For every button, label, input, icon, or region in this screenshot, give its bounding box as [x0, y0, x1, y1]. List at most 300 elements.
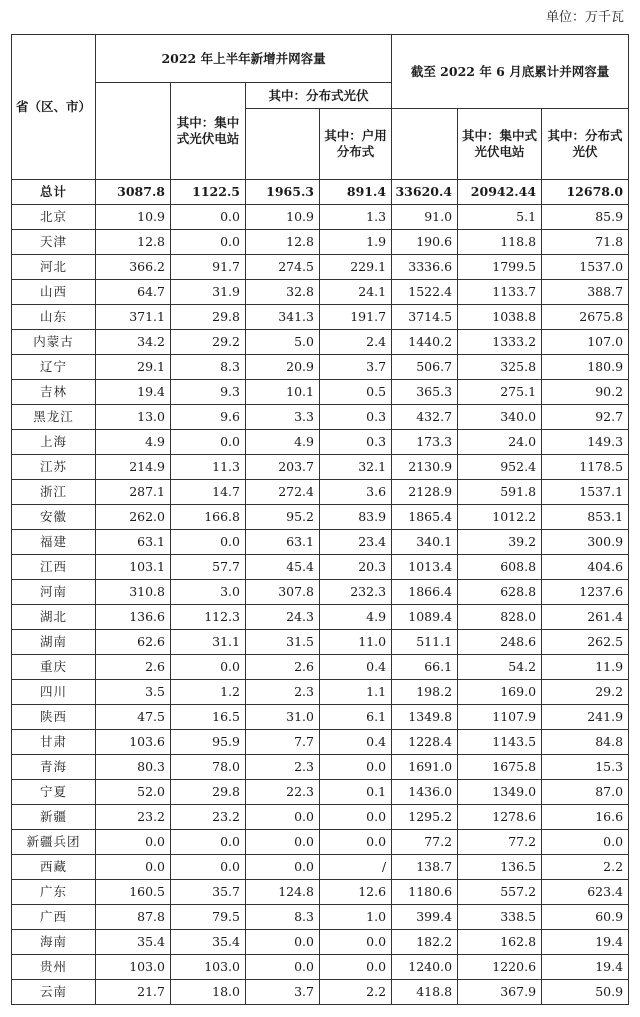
- province-cell: 吉林: [12, 380, 96, 405]
- value-cell: 1333.2: [458, 330, 542, 355]
- value-cell: 29.2: [542, 680, 629, 705]
- value-cell: 92.7: [542, 405, 629, 430]
- value-cell: 1295.2: [392, 805, 458, 830]
- value-cell: 0.0: [320, 830, 392, 855]
- value-cell: 371.1: [96, 305, 171, 330]
- value-cell: 20.3: [320, 555, 392, 580]
- value-cell: 63.1: [246, 530, 320, 555]
- value-cell: 22.3: [246, 780, 320, 805]
- province-cell: 贵州: [12, 955, 96, 980]
- value-cell: 112.3: [171, 605, 246, 630]
- province-cell: 云南: [12, 980, 96, 1005]
- value-cell: 103.1: [96, 555, 171, 580]
- value-cell: 15.3: [542, 755, 629, 780]
- province-cell: 陕西: [12, 705, 96, 730]
- table-row: [12, 505, 629, 530]
- value-cell: 1038.8: [458, 305, 542, 330]
- value-cell: 21.7: [96, 980, 171, 1005]
- value-cell: 2130.9: [392, 455, 458, 480]
- value-cell: 0.0: [246, 930, 320, 955]
- value-cell: 1522.4: [392, 280, 458, 305]
- value-cell: 50.9: [542, 980, 629, 1005]
- header-new-distributed: 其中：分布式光伏: [246, 83, 392, 109]
- province-cell: 重庆: [12, 655, 96, 680]
- table-row: [12, 280, 629, 305]
- header-new-centralized: 其中：集中式光伏电站: [171, 83, 246, 180]
- value-cell: 9.3: [171, 380, 246, 405]
- province-cell: 安徽: [12, 505, 96, 530]
- value-cell: 248.6: [458, 630, 542, 655]
- value-cell: 10.9: [96, 205, 171, 230]
- province-cell: 宁夏: [12, 780, 96, 805]
- value-cell: 262.5: [542, 630, 629, 655]
- value-cell: 628.8: [458, 580, 542, 605]
- value-cell: 0.4: [320, 655, 392, 680]
- value-cell: 0.0: [171, 205, 246, 230]
- value-cell: 5.0: [246, 330, 320, 355]
- value-cell: 32.8: [246, 280, 320, 305]
- province-cell: 北京: [12, 205, 96, 230]
- header-cum-centralized: 其中：集中式光伏电站: [458, 109, 542, 180]
- value-cell: 0.0: [171, 855, 246, 880]
- value-cell: 52.0: [96, 780, 171, 805]
- value-cell: 60.9: [542, 905, 629, 930]
- value-cell: 32.1: [320, 455, 392, 480]
- value-cell: 2.3: [246, 680, 320, 705]
- value-cell: 95.2: [246, 505, 320, 530]
- value-cell: 1537.0: [542, 255, 629, 280]
- value-cell: 1178.5: [542, 455, 629, 480]
- value-cell: 34.2: [96, 330, 171, 355]
- value-cell: 12.8: [246, 230, 320, 255]
- value-cell: 0.3: [320, 430, 392, 455]
- value-cell: 0.0: [320, 805, 392, 830]
- total-cell: 1122.5: [171, 180, 246, 205]
- value-cell: 1675.8: [458, 755, 542, 780]
- province-cell: 辽宁: [12, 355, 96, 380]
- value-cell: 11.9: [542, 655, 629, 680]
- value-cell: 8.3: [171, 355, 246, 380]
- value-cell: 18.0: [171, 980, 246, 1005]
- value-cell: 300.9: [542, 530, 629, 555]
- value-cell: 1.3: [320, 205, 392, 230]
- value-cell: 0.0: [246, 955, 320, 980]
- header-new-distributed-total: [246, 109, 320, 180]
- value-cell: 10.9: [246, 205, 320, 230]
- total-cell: 33620.4: [392, 180, 458, 205]
- value-cell: 1089.4: [392, 605, 458, 630]
- value-cell: 107.0: [542, 330, 629, 355]
- table-row: [12, 580, 629, 605]
- value-cell: 3336.6: [392, 255, 458, 280]
- value-cell: 1349.0: [458, 780, 542, 805]
- table-body: [12, 180, 629, 1005]
- value-cell: 1.0: [320, 905, 392, 930]
- value-cell: 203.7: [246, 455, 320, 480]
- value-cell: 1436.0: [392, 780, 458, 805]
- value-cell: 0.0: [96, 855, 171, 880]
- table-row: [12, 730, 629, 755]
- value-cell: 24.3: [246, 605, 320, 630]
- total-row: [12, 180, 629, 205]
- value-cell: 275.1: [458, 380, 542, 405]
- value-cell: 13.0: [96, 405, 171, 430]
- value-cell: 19.4: [542, 930, 629, 955]
- value-cell: 2.2: [320, 980, 392, 1005]
- value-cell: 310.8: [96, 580, 171, 605]
- province-cell: 河南: [12, 580, 96, 605]
- value-cell: 399.4: [392, 905, 458, 930]
- value-cell: 182.2: [392, 930, 458, 955]
- value-cell: 77.2: [392, 830, 458, 855]
- value-cell: 31.5: [246, 630, 320, 655]
- total-cell: 891.4: [320, 180, 392, 205]
- value-cell: 16.5: [171, 705, 246, 730]
- unit-label: 单位：万千瓦: [545, 10, 624, 25]
- table-row: [12, 205, 629, 230]
- value-cell: 557.2: [458, 880, 542, 905]
- value-cell: 103.6: [96, 730, 171, 755]
- table-row: [12, 555, 629, 580]
- header-cum-total: [392, 109, 458, 180]
- value-cell: 85.9: [542, 205, 629, 230]
- header-group-new: 2022 年上半年新增并网容量: [96, 35, 392, 83]
- value-cell: 261.4: [542, 605, 629, 630]
- value-cell: 20.9: [246, 355, 320, 380]
- value-cell: 29.2: [171, 330, 246, 355]
- table-row: [12, 905, 629, 930]
- value-cell: 0.4: [320, 730, 392, 755]
- value-cell: 91.7: [171, 255, 246, 280]
- table-row: [12, 255, 629, 280]
- value-cell: 307.8: [246, 580, 320, 605]
- value-cell: 0.0: [246, 855, 320, 880]
- value-cell: 0.0: [320, 755, 392, 780]
- province-cell: 湖南: [12, 630, 96, 655]
- value-cell: 103.0: [171, 955, 246, 980]
- value-cell: 180.9: [542, 355, 629, 380]
- value-cell: /: [320, 855, 392, 880]
- value-cell: 404.6: [542, 555, 629, 580]
- value-cell: 1349.8: [392, 705, 458, 730]
- table-row: [12, 855, 629, 880]
- table-row: [12, 780, 629, 805]
- value-cell: 169.0: [458, 680, 542, 705]
- value-cell: 64.7: [96, 280, 171, 305]
- table-row: [12, 680, 629, 705]
- table-row: [12, 705, 629, 730]
- value-cell: 3.6: [320, 480, 392, 505]
- value-cell: 828.0: [458, 605, 542, 630]
- value-cell: 0.0: [542, 830, 629, 855]
- province-cell: 黑龙江: [12, 405, 96, 430]
- value-cell: 853.1: [542, 505, 629, 530]
- value-cell: 31.9: [171, 280, 246, 305]
- value-cell: 87.0: [542, 780, 629, 805]
- header-household: 其中：户用分布式: [320, 109, 392, 180]
- value-cell: 118.8: [458, 230, 542, 255]
- value-cell: 0.0: [171, 430, 246, 455]
- value-cell: 418.8: [392, 980, 458, 1005]
- value-cell: 77.2: [458, 830, 542, 855]
- value-cell: 3714.5: [392, 305, 458, 330]
- value-cell: 1133.7: [458, 280, 542, 305]
- header-new-total: [96, 83, 171, 180]
- value-cell: 149.3: [542, 430, 629, 455]
- value-cell: 84.8: [542, 730, 629, 755]
- value-cell: 388.7: [542, 280, 629, 305]
- value-cell: 57.7: [171, 555, 246, 580]
- value-cell: 591.8: [458, 480, 542, 505]
- value-cell: 23.2: [171, 805, 246, 830]
- value-cell: 214.9: [96, 455, 171, 480]
- value-cell: 16.6: [542, 805, 629, 830]
- value-cell: 90.2: [542, 380, 629, 405]
- table-row: [12, 955, 629, 980]
- value-cell: 0.0: [320, 930, 392, 955]
- header-province: 省（区、市）: [12, 35, 96, 180]
- value-cell: 1691.0: [392, 755, 458, 780]
- value-cell: 198.2: [392, 680, 458, 705]
- value-cell: 2.2: [542, 855, 629, 880]
- value-cell: 1.2: [171, 680, 246, 705]
- province-cell: 西藏: [12, 855, 96, 880]
- value-cell: 511.1: [392, 630, 458, 655]
- value-cell: 1.9: [320, 230, 392, 255]
- value-cell: 160.5: [96, 880, 171, 905]
- value-cell: 10.1: [246, 380, 320, 405]
- value-cell: 0.0: [246, 830, 320, 855]
- table-row: [12, 330, 629, 355]
- value-cell: 4.9: [320, 605, 392, 630]
- table-row: [12, 830, 629, 855]
- province-cell: 湖北: [12, 605, 96, 630]
- province-cell: 内蒙古: [12, 330, 96, 355]
- table-row: [12, 530, 629, 555]
- value-cell: 54.2: [458, 655, 542, 680]
- value-cell: 173.3: [392, 430, 458, 455]
- value-cell: 19.4: [96, 380, 171, 405]
- value-cell: 272.4: [246, 480, 320, 505]
- value-cell: 1012.2: [458, 505, 542, 530]
- value-cell: 91.0: [392, 205, 458, 230]
- value-cell: 608.8: [458, 555, 542, 580]
- value-cell: 325.8: [458, 355, 542, 380]
- value-cell: 3.5: [96, 680, 171, 705]
- value-cell: 6.1: [320, 705, 392, 730]
- value-cell: 31.0: [246, 705, 320, 730]
- value-cell: 95.9: [171, 730, 246, 755]
- value-cell: 138.7: [392, 855, 458, 880]
- value-cell: 12.8: [96, 230, 171, 255]
- value-cell: 341.3: [246, 305, 320, 330]
- province-cell: 天津: [12, 230, 96, 255]
- value-cell: 0.0: [320, 955, 392, 980]
- value-cell: 2.4: [320, 330, 392, 355]
- value-cell: 63.1: [96, 530, 171, 555]
- value-cell: 8.3: [246, 905, 320, 930]
- value-cell: 2128.9: [392, 480, 458, 505]
- value-cell: 136.6: [96, 605, 171, 630]
- table-row: [12, 980, 629, 1005]
- table-row: [12, 480, 629, 505]
- value-cell: 71.8: [542, 230, 629, 255]
- table-row: [12, 430, 629, 455]
- value-cell: 78.0: [171, 755, 246, 780]
- value-cell: 35.4: [96, 930, 171, 955]
- value-cell: 1866.4: [392, 580, 458, 605]
- province-cell: 新疆兵团: [12, 830, 96, 855]
- value-cell: 23.2: [96, 805, 171, 830]
- value-cell: 432.7: [392, 405, 458, 430]
- value-cell: 365.3: [392, 380, 458, 405]
- value-cell: 0.0: [246, 805, 320, 830]
- province-cell: 甘肃: [12, 730, 96, 755]
- value-cell: 3.3: [246, 405, 320, 430]
- value-cell: 262.0: [96, 505, 171, 530]
- value-cell: 12.6: [320, 880, 392, 905]
- value-cell: 5.1: [458, 205, 542, 230]
- value-cell: 103.0: [96, 955, 171, 980]
- value-cell: 1107.9: [458, 705, 542, 730]
- value-cell: 0.0: [171, 830, 246, 855]
- pv-capacity-table: [11, 34, 629, 1005]
- province-cell: 上海: [12, 430, 96, 455]
- value-cell: 11.0: [320, 630, 392, 655]
- value-cell: 162.8: [458, 930, 542, 955]
- value-cell: 506.7: [392, 355, 458, 380]
- value-cell: 1799.5: [458, 255, 542, 280]
- value-cell: 35.4: [171, 930, 246, 955]
- value-cell: 241.9: [542, 705, 629, 730]
- value-cell: 11.3: [171, 455, 246, 480]
- value-cell: 0.3: [320, 405, 392, 430]
- value-cell: 2.6: [246, 655, 320, 680]
- province-cell: 江西: [12, 555, 96, 580]
- value-cell: 1220.6: [458, 955, 542, 980]
- province-cell: 海南: [12, 930, 96, 955]
- value-cell: 24.0: [458, 430, 542, 455]
- value-cell: 79.5: [171, 905, 246, 930]
- value-cell: 1143.5: [458, 730, 542, 755]
- province-cell: 广西: [12, 905, 96, 930]
- value-cell: 4.9: [96, 430, 171, 455]
- value-cell: 80.3: [96, 755, 171, 780]
- total-cell: 1965.3: [246, 180, 320, 205]
- value-cell: 62.6: [96, 630, 171, 655]
- province-cell: 广东: [12, 880, 96, 905]
- province-cell: 福建: [12, 530, 96, 555]
- province-cell: 山东: [12, 305, 96, 330]
- value-cell: 3.0: [171, 580, 246, 605]
- value-cell: 191.7: [320, 305, 392, 330]
- value-cell: 87.8: [96, 905, 171, 930]
- value-cell: 229.1: [320, 255, 392, 280]
- table-row: [12, 355, 629, 380]
- value-cell: 232.3: [320, 580, 392, 605]
- value-cell: 2.6: [96, 655, 171, 680]
- table-row: [12, 755, 629, 780]
- value-cell: 3.7: [246, 980, 320, 1005]
- province-cell: 新疆: [12, 805, 96, 830]
- value-cell: 1440.2: [392, 330, 458, 355]
- table-header: [12, 35, 629, 180]
- value-cell: 9.6: [171, 405, 246, 430]
- value-cell: 24.1: [320, 280, 392, 305]
- value-cell: 340.0: [458, 405, 542, 430]
- value-cell: 39.2: [458, 530, 542, 555]
- value-cell: 29.8: [171, 780, 246, 805]
- value-cell: 45.4: [246, 555, 320, 580]
- value-cell: 3.7: [320, 355, 392, 380]
- value-cell: 1278.6: [458, 805, 542, 830]
- value-cell: 29.8: [171, 305, 246, 330]
- value-cell: 83.9: [320, 505, 392, 530]
- table-row: [12, 630, 629, 655]
- total-cell: 20942.44: [458, 180, 542, 205]
- table-row: [12, 930, 629, 955]
- province-cell: 四川: [12, 680, 96, 705]
- value-cell: 66.1: [392, 655, 458, 680]
- value-cell: 623.4: [542, 880, 629, 905]
- value-cell: 1865.4: [392, 505, 458, 530]
- value-cell: 35.7: [171, 880, 246, 905]
- value-cell: 1180.6: [392, 880, 458, 905]
- value-cell: 366.2: [96, 255, 171, 280]
- province-cell: 浙江: [12, 480, 96, 505]
- table-row: [12, 455, 629, 480]
- value-cell: 23.4: [320, 530, 392, 555]
- value-cell: 4.9: [246, 430, 320, 455]
- value-cell: 1228.4: [392, 730, 458, 755]
- table-row: [12, 305, 629, 330]
- province-cell: 山西: [12, 280, 96, 305]
- value-cell: 124.8: [246, 880, 320, 905]
- value-cell: 1240.0: [392, 955, 458, 980]
- value-cell: 29.1: [96, 355, 171, 380]
- table-row: [12, 805, 629, 830]
- total-cell: 3087.8: [96, 180, 171, 205]
- table-row: [12, 230, 629, 255]
- table-row: [12, 655, 629, 680]
- value-cell: 1237.6: [542, 580, 629, 605]
- value-cell: 0.1: [320, 780, 392, 805]
- value-cell: 1.1: [320, 680, 392, 705]
- value-cell: 0.0: [171, 655, 246, 680]
- total-cell: 12678.0: [542, 180, 629, 205]
- value-cell: 0.5: [320, 380, 392, 405]
- value-cell: 19.4: [542, 955, 629, 980]
- header-group-cumulative: 截至 2022 年 6 月底累计并网容量: [392, 35, 629, 109]
- table-row: [12, 405, 629, 430]
- value-cell: 287.1: [96, 480, 171, 505]
- value-cell: 2.3: [246, 755, 320, 780]
- value-cell: 0.0: [171, 230, 246, 255]
- province-cell: 青海: [12, 755, 96, 780]
- value-cell: 952.4: [458, 455, 542, 480]
- value-cell: 1013.4: [392, 555, 458, 580]
- table-row: [12, 605, 629, 630]
- value-cell: 31.1: [171, 630, 246, 655]
- province-cell: 河北: [12, 255, 96, 280]
- value-cell: 1537.1: [542, 480, 629, 505]
- table-row: [12, 880, 629, 905]
- value-cell: 340.1: [392, 530, 458, 555]
- value-cell: 166.8: [171, 505, 246, 530]
- value-cell: 47.5: [96, 705, 171, 730]
- value-cell: 338.5: [458, 905, 542, 930]
- value-cell: 2675.8: [542, 305, 629, 330]
